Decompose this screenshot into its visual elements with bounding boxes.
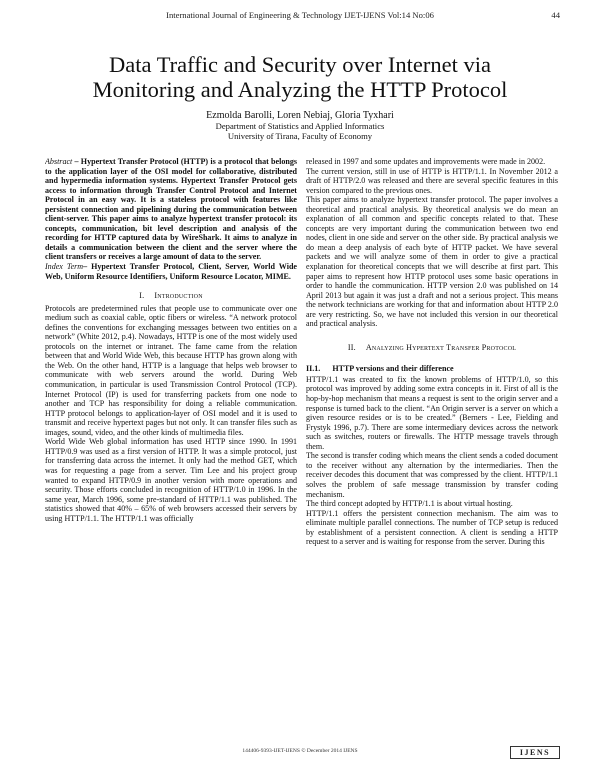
title-line-1: Data Traffic and Security over Internet via — [109, 52, 491, 77]
section-heading-analyzing — [306, 343, 558, 353]
abstract-text: – Hypertext Transfer Protocol (HTTP) is a protocol that belongs to the application layer of the OSI model for collaborative, distributed and hypermedia information systems. Hypertext Transfer Protocol gets access to information through Transfer Control Protocol and Internet Protocol in an easy way. It is a stateless protocol with features like persistent connection and pipelining during the communication between client-server. This paper aims to analyze hypertext transfer protocol: its concepts, communication, bit level description and analysis of the recording for HTTP captured data by WireShark. It aims to analyze in details a communication between the client and the server where the client transfers or receives a large amount of data to the server. — [45, 157, 297, 262]
section-number: II. — [347, 342, 356, 352]
index-terms-label: Index Term — [45, 262, 84, 272]
index-terms-text: – Hypertext Transfer Protocol, Client, Server, World Wide Web, Uniform Resource Identifiers, Uniform Resource Locator, MIME. — [45, 262, 297, 281]
journal-logo: IJENS — [510, 746, 560, 759]
section-number: I. — [139, 291, 145, 301]
section-heading-introduction — [45, 291, 297, 301]
subsection-title: HTTP versions and their difference — [332, 364, 454, 374]
author-block — [40, 110, 560, 141]
paragraph-9: HTTP/1.1 offers the persistent connection mechanism. The aim was to eliminate multiple parallel connections. The number of TCP setup is reduced by establishment of a persistent connection. A client is sending a HTTP request to a server and is waiting for response from the server. During this — [306, 508, 558, 547]
author-names: Ezmolda Barolli, Loren Nebiaj, Gloria Tyxhari — [206, 110, 394, 121]
page-header — [0, 10, 600, 26]
subsection-number: II.1. — [306, 364, 321, 374]
paragraph-3: released in 1997 and some updates and improvements were made in 2002. — [306, 157, 546, 166]
abstract — [45, 157, 297, 262]
title-line-2: Monitoring and Analyzing the HTTP Protocol — [92, 77, 508, 102]
paragraph-4: The current version, still in use of HTTP is HTTP/1.1. In November 2012 a draft of HTTP/2.0 was released and there are several specific features in this version compared to the previous ones. — [306, 166, 558, 195]
abstract-label: Abstract — [45, 157, 73, 166]
right-column — [306, 157, 558, 741]
paper-title — [40, 52, 560, 102]
paragraph-7: The second is transfer coding which means the client sends a coded document to the receiver without any alternation by the intermediaries. Then the receiver decodes this document that was compressed by the client. HTTP/1.1 solves the problem of safe message transmission by transfer coding mechanism. — [306, 451, 558, 499]
author-department: Department of Statistics and Applied Informatics — [215, 121, 385, 131]
paragraph-6: HTTP/1.1 was created to fix the known problems of HTTP/1.0, so this protocol was improved by adding some extra concepts in it. First of all is the hop-by-hop mechanism that means a request is sent to the origin server and a response is turned back to the client. “An Origin server is a server on which a given resource resides or is to be created.” (Berners - Lee, Fielding and Frystyk 1996, p.7). There are some intermediary devices across the network such as switches, routers or firewalls. The HTTP message travels through them. — [306, 374, 558, 451]
paragraph-5: This paper aims to analyze hypertext transfer protocol. The paper involves a theoretical and practical analysis. By theoretical analysis we do mean an explanation of all common and specific concepts related to that. These concepts are very important during the communication between two end nodes, client in one side and server on the other side. By practical analysis we do mean a deep analysis of each byte of HTTP packet. We have several packets and we will analyze some of them in order to give a practical explanation for theoretical concepts that we will describe at first part. This paper aims to represent how HTTP protocol uses some basic operations in order to handle the communication. HTTP version 2.0 was published on 14 April 2013 but again it was just a draft and not a serious project. This means the network technicians are working for that and information about HTTP 2.0 are very restricting. So, we have not included this version in our theoretical and practical analysis. — [306, 195, 558, 329]
paragraph-1: Protocols are predetermined rules that people use to communicate over one medium such as coaxial cable, optic fibers or wireless. “A network protocol defines the conventions for exchanging messages between two entities on a network” (White 2012, p.4). Nowadays, HTTP is one of the most widely used protocols on the internet or intranet. The fame came from the relation between that and World Wide Web, this because HTTP has grown along with the Web. On the other hand, HTTP is a language that helps web browser to communicate with web servers around the world. During Web communication, in particular is used Transmission Control Protocol (TCP). Internet Protocol (IP) is used for transferring packets from one node to another and TCP has responsibility for doing a reliable communication. HTTP protocol belongs to application-layer of OSI model and it is used to transmit and receive hypertext pages but not only. It can transfer files such as images, sound, video, and the other kinds of multimedia files. — [45, 303, 297, 437]
page-number: 44 — [551, 10, 560, 20]
section-title: Introduction — [154, 291, 203, 301]
index-terms — [45, 262, 297, 281]
page-footer — [0, 746, 600, 760]
subsection-heading — [306, 364, 558, 374]
paragraph-2: World Wide Web global information has used HTTP since 1990. In 1991 HTTP/0.9 was used as a first version of HTTP. It was a simple protocol, just for transferring data across the internet. It only had the method GET, which was for requesting a page from a server. Tim Lee and his project group wanted to expand HTTP/0.9 in another version with more operations and security. Those efforts concluded in recognition of HTTP/1.0 in 1996. In the same year, March 1996, some pre-standard of HTTP/1.1 was published. The statistics showed that 40% – 65% of web browsers accessed their servers by using HTTP/1.1. The HTTP/1.1 was officially — [45, 437, 297, 523]
journal-header: International Journal of Engineering & Technology IJET-IJENS Vol:14 No:06 — [166, 10, 434, 20]
footer-text: 144406-9393-IJET-IJENS © December 2014 IJENS — [242, 748, 358, 754]
paragraph-8: The third concept adopted by HTTP/1.1 is about virtual hosting. — [306, 499, 513, 509]
author-university: University of Tirana, Faculty of Economy — [227, 131, 373, 141]
left-column — [45, 157, 297, 741]
section-title: Analyzing Hypertext Transfer Protocol — [365, 342, 517, 352]
